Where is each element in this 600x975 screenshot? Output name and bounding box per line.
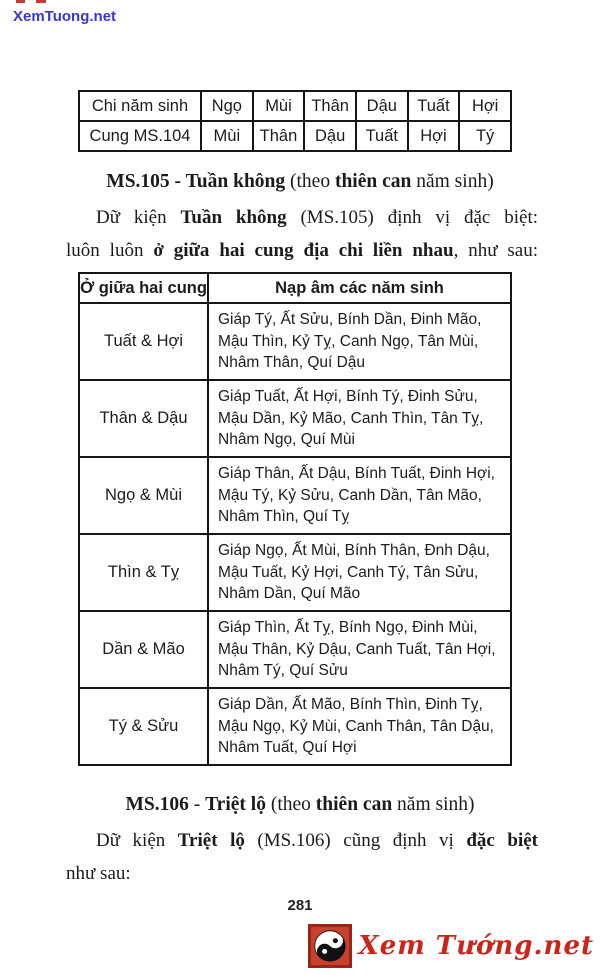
heading-bold-text: MS.106 [125, 794, 189, 815]
paragraph-line: Dữ kiện Tuần không (MS.105) định vị đặc biệt: [96, 207, 539, 228]
napam-cell: Giáp Thìn, Ất Tỵ, Bính Ngọ, Đinh Mùi, Mậu Thân, Kỷ Dậu, Canh Tuất, Tân Hợi, Nhâm Tý, Quí Sửu [208, 611, 511, 688]
top-red-artifact [16, 0, 25, 3]
table-header-row [79, 273, 511, 303]
heading-text: năm sinh) [411, 171, 494, 192]
paragraph-ms106 [66, 824, 538, 890]
table-cell: Hợi [408, 121, 460, 151]
table-cell: Tý [459, 121, 511, 151]
column-header: Nạp âm các năm sinh [208, 273, 511, 303]
heading-ms105 [0, 169, 600, 195]
cung-cell: Dần & Mão [79, 611, 208, 688]
heading-bold-text: thiên can [334, 171, 412, 192]
table-row [79, 303, 511, 380]
table-cell: Dậu [304, 121, 356, 151]
napam-cell: Giáp Thân, Ất Dậu, Bính Tuất, Đinh Hợi, Mậu Tý, Kỷ Sửu, Canh Dần, Tân Mão, Nhâm Thìn, Quí Tỵ [208, 457, 511, 534]
napam-cell: Giáp Tuất, Ất Hợi, Bính Tý, Đinh Sửu, Mậu Dần, Kỷ Mão, Canh Thìn, Tân Tỵ, Nhâm Ngọ, Quí Mùi [208, 380, 511, 457]
table-row [79, 688, 511, 765]
table-cell: Thân [253, 121, 305, 151]
column-header: Ở giữa hai cung [79, 273, 208, 303]
heading-text: - [188, 794, 206, 815]
cung-cell: Thân & Dậu [79, 380, 208, 457]
cung-cell: Ngọ & Mùi [79, 457, 208, 534]
table-row [79, 611, 511, 688]
table-cell: Mùi [201, 121, 253, 151]
heading-bold-text: thiên can [315, 794, 393, 815]
table-ms104 [78, 90, 512, 152]
footer-logo[interactable] [308, 924, 594, 968]
table-cell: Mùi [253, 91, 305, 121]
table-row [79, 534, 511, 611]
heading-text: năm sinh) [392, 794, 475, 815]
table-row [79, 121, 511, 151]
table-row [79, 457, 511, 534]
table-cell: Ngọ [201, 91, 253, 121]
napam-cell: Giáp Tý, Ất Sửu, Bính Dần, Đinh Mão, Mậu Thìn, Kỷ Tỵ, Canh Ngọ, Tân Mùi, Nhâm Thân, Quí Dậu [208, 303, 511, 380]
paragraph-ms105 [66, 201, 538, 267]
napam-cell: Giáp Ngọ, Ất Mùi, Bính Thân, Đnh Dậu, Mậu Tuất, Kỷ Hợi, Canh Tý, Tân Sửu, Nhâm Dần, Quí Mão [208, 534, 511, 611]
napam-cell: Giáp Dần, Ất Mão, Bính Thìn, Đinh Tỵ, Mậu Ngọ, Kỷ Mùi, Canh Thân, Tân Dậu, Nhâm Tuất, Quí Hợi [208, 688, 511, 765]
heading-bold-text: MS.105 - Tuần không [106, 171, 291, 192]
site-link[interactable]: XemTuong.net [13, 8, 117, 25]
cung-cell: Tuất & Hợi [79, 303, 208, 380]
heading-text: (theo [270, 794, 316, 815]
table-ms105 [78, 272, 512, 766]
cung-cell: Tý & Sửu [79, 688, 208, 765]
table-cell: Chi năm sinh [79, 91, 201, 121]
table-cell: Tuất [356, 121, 408, 151]
page-number: 281 [287, 897, 313, 914]
footer-logo-text: Xem Tướng.net [358, 931, 594, 961]
table-cell: Thân [304, 91, 356, 121]
paragraph-line: Dữ kiện Triệt lộ (MS.106) cũng định vị đặc biệt [96, 830, 538, 851]
top-red-artifact [36, 0, 46, 3]
table-row [79, 380, 511, 457]
cung-cell: Thìn & Tỵ [79, 534, 208, 611]
heading-text: (theo [290, 171, 335, 192]
table-cell: Tuất [408, 91, 460, 121]
table-cell: Dậu [356, 91, 408, 121]
heading-bold-text: Triệt lộ [205, 794, 271, 815]
heading-ms106 [0, 792, 600, 818]
paragraph-line: luôn luôn ở giữa hai cung địa chi liền nhau, như sau: [66, 240, 539, 261]
yin-yang-icon [308, 924, 352, 968]
table-cell: Hợi [459, 91, 511, 121]
paragraph-line: như sau: [66, 863, 131, 884]
table-row [79, 91, 511, 121]
table-cell: Cung MS.104 [79, 121, 201, 151]
